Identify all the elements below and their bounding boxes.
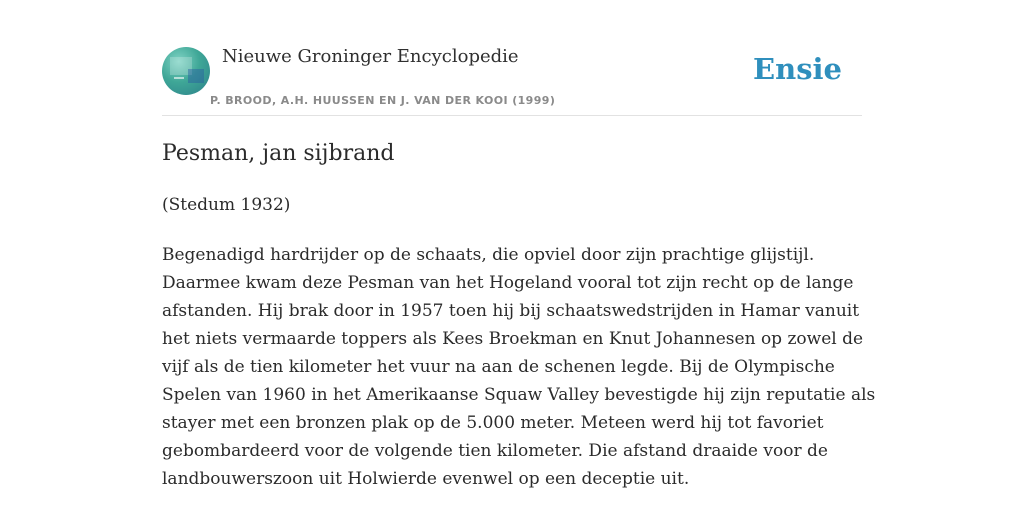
page — [162, 0, 876, 512]
entry-title: Pesman, jan sijbrand — [162, 141, 395, 166]
entry-body-line: Daarmee kwam deze Pesman van het Hogeland vooral tot zijn recht op de lange — [162, 273, 854, 293]
brand-logo[interactable]: Ensie — [753, 52, 842, 86]
entry-body-line: vijf als de tien kilometer het vuur na aan de schenen legde. Bij de Olympische — [162, 357, 835, 377]
entry-body-line: Spelen van 1960 in het Amerikaanse Squaw Valley bevestigde hij zijn reputatie als — [162, 385, 876, 405]
entry-body-line: landbouwerszoon uit Holwierde evenwel op een deceptie uit. — [162, 469, 690, 489]
entry-body-line: Begenadigd hardrijder op de schaats, die opviel door zijn prachtige glijstijl. — [162, 245, 815, 265]
entry-body-line: het niets vermaarde toppers als Kees Broekman en Knut Johannesen op zowel de — [162, 329, 864, 349]
entry-body-line: gebombardeerd voor de volgende tien kilometer. Die afstand draaide voor de — [162, 441, 828, 461]
source-title[interactable]: Nieuwe Groninger Encyclopedie — [222, 46, 519, 67]
source-header — [162, 0, 862, 116]
entry-subtitle: (Stedum 1932) — [162, 195, 291, 215]
source-authors: P. BROOD, A.H. HUUSSEN EN J. VAN DER KOOI (1999) — [210, 94, 556, 107]
entry-body-line: afstanden. Hij brak door in 1957 toen hij bij schaatswedstrijden in Hamar vanuit — [162, 301, 860, 321]
source-cover-image[interactable] — [162, 47, 210, 95]
entry-body — [162, 241, 876, 493]
entry-body-line: stayer met een bronzen plak op de 5.000 meter. Meteen werd hij tot favoriet — [162, 413, 824, 433]
